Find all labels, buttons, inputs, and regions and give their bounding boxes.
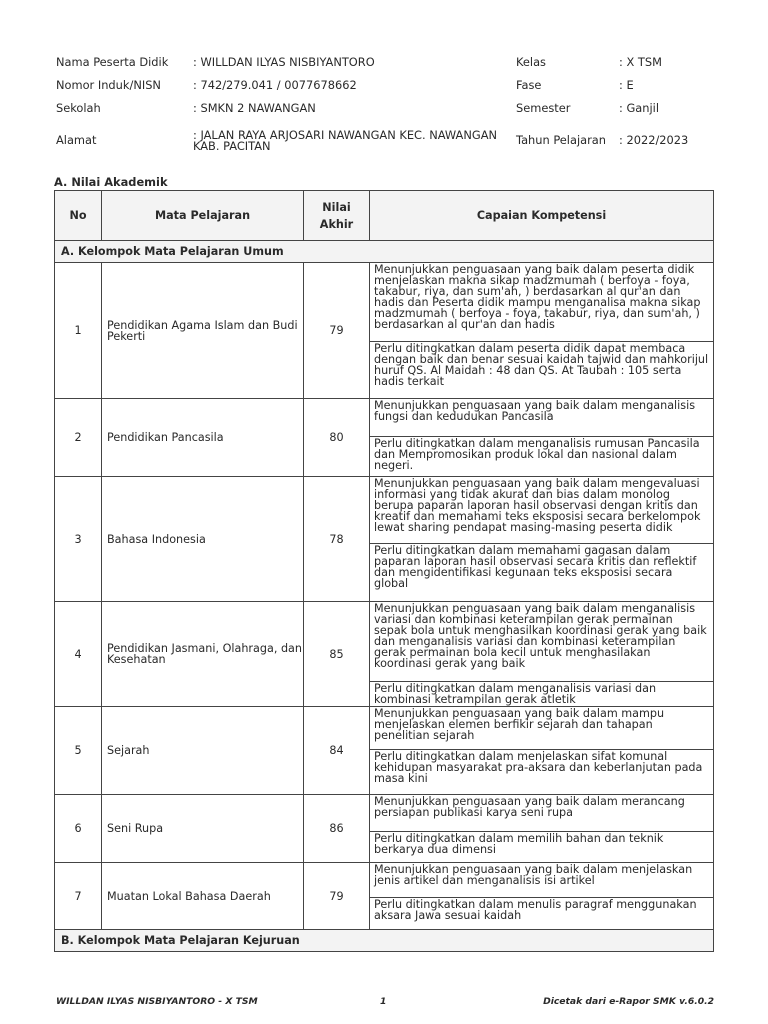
section-title: A. Nilai Akademik: [54, 175, 168, 189]
competency-strength: Menunjukkan penguasaan yang baik dalam peserta didik menjelaskan makna sikap madzmumah ( berfoya - foya, takabur, riya, dan sum'ah, ) berdasarkan al qur'an dan hadis dan Peserta didik mampu menganalisa makna sikap madzmumah ( berfoya - foya, takabur, riya, dan sum'ah, ) berdasarkan al qur'an dan hadis: [370, 263, 714, 342]
grades-table: [54, 190, 714, 952]
class-label: Kelas: [516, 55, 546, 69]
subject-name: Bahasa Indonesia: [102, 477, 304, 602]
row-number: 5: [55, 707, 102, 795]
table-row: [55, 863, 714, 898]
group-label-vocational: B. Kelompok Mata Pelajaran Kejuruan: [55, 930, 714, 952]
table-row: [55, 602, 714, 682]
semester-label: Semester: [516, 101, 571, 115]
row-number: 6: [55, 795, 102, 863]
competency-improvement: Perlu ditingkatkan dalam menulis paragraf menggunakan aksara Jawa sesuai kaidah: [370, 898, 714, 930]
subject-name: Pendidikan Jasmani, Olahraga, dan Kesehatan: [102, 602, 304, 707]
name-value: : WILLDAN ILYAS NISBIYANTORO: [193, 55, 375, 69]
final-score: 85: [304, 602, 370, 707]
header-subject: Mata Pelajaran: [102, 191, 304, 241]
header-score: Nilai Akhir: [304, 191, 370, 241]
competency-strength: Menunjukkan penguasaan yang baik dalam mengevaluasi informasi yang tidak akurat dan bias dalam monolog berupa paparan laporan hasil observasi dengan kritis dan kreatif dan memahami teks eksposisi secara berkelompok lewat sharing pendapat masing-masing peserta didik: [370, 477, 714, 544]
row-number: 3: [55, 477, 102, 602]
year-label: Tahun Pelajaran: [516, 133, 606, 147]
row-number: 1: [55, 263, 102, 399]
year-value: : 2022/2023: [619, 133, 689, 147]
group-label-general: A. Kelompok Mata Pelajaran Umum: [55, 241, 714, 263]
class-value: : X TSM: [619, 55, 662, 69]
competency-improvement: Perlu ditingkatkan dalam menjelaskan sifat komunal kehidupan masyarakat pra-aksara dan keberlanjutan pada masa kini: [370, 750, 714, 795]
info-row-nisn: [56, 78, 716, 101]
subject-name: Pendidikan Agama Islam dan Budi Pekerti: [102, 263, 304, 399]
subject-name: Seni Rupa: [102, 795, 304, 863]
row-number: 7: [55, 863, 102, 930]
row-number: 4: [55, 602, 102, 707]
name-label: Nama Peserta Didik: [56, 55, 169, 69]
footer-printed-by: Dicetak dari e-Rapor SMK v.6.0.2: [543, 996, 714, 1007]
subject-name: Pendidikan Pancasila: [102, 399, 304, 477]
table-row: [55, 399, 714, 437]
header-competency: Capaian Kompetensi: [370, 191, 714, 241]
final-score: 84: [304, 707, 370, 795]
competency-strength: Menunjukkan penguasaan yang baik dalam menjelaskan jenis artikel dan menganalisis isi artikel: [370, 863, 714, 898]
competency-strength: Menunjukkan penguasaan yang baik dalam menganalisis fungsi dan kedudukan Pancasila: [370, 399, 714, 437]
address-label: Alamat: [56, 133, 97, 147]
final-score: 78: [304, 477, 370, 602]
phase-label: Fase: [516, 78, 542, 92]
competency-strength: Menunjukkan penguasaan yang baik dalam menganalisis variasi dan kombinasi keterampilan gerak permainan sepak bola untuk menghasilkan koordinasi gerak yang baik dan menganalisis variasi dan kombinasi keterampilan gerak permainan bola kecil untuk menghasilakan koordinasi gerak yang baik: [370, 602, 714, 682]
competency-strength: Menunjukkan penguasaan yang baik dalam merancang persiapan publikasi karya seni rupa: [370, 795, 714, 832]
header-no: No: [55, 191, 102, 241]
info-row-name: [56, 55, 716, 78]
table-row: [55, 263, 714, 342]
group-row-general: [55, 241, 714, 263]
phase-value: : E: [619, 78, 634, 92]
table-row: [55, 477, 714, 544]
info-row-address: [56, 125, 716, 159]
nisn-label: Nomor Induk/NISN: [56, 78, 161, 92]
semester-value: : Ganjil: [619, 101, 659, 115]
school-label: Sekolah: [56, 101, 101, 115]
table-row: [55, 795, 714, 832]
footer-student: WILLDAN ILYAS NISBIYANTORO - X TSM: [56, 996, 258, 1007]
row-number: 2: [55, 399, 102, 477]
subject-name: Muatan Lokal Bahasa Daerah: [102, 863, 304, 930]
final-score: 80: [304, 399, 370, 477]
competency-improvement: Perlu ditingkatkan dalam peserta didik dapat membaca dengan baik dan benar sesuai kaidah tajwid dan mahkorijul huruf QS. Al Maidah : 48 dan QS. At Taubah : 105 serta hadis terkait: [370, 342, 714, 399]
table-header-row: [55, 191, 714, 241]
table-row: [55, 707, 714, 750]
final-score: 79: [304, 863, 370, 930]
subject-name: Sejarah: [102, 707, 304, 795]
final-score: 86: [304, 795, 370, 863]
footer-page-number: 1: [380, 996, 387, 1007]
school-value: : SMKN 2 NAWANGAN: [193, 101, 316, 115]
competency-strength: Menunjukkan penguasaan yang baik dalam mampu menjelaskan elemen berfikir sejarah dan tahapan penelitian sejarah: [370, 707, 714, 750]
info-row-school: [56, 101, 716, 124]
competency-improvement: Perlu ditingkatkan dalam menganalisis variasi dan kombinasi ketrampilan gerak atletik: [370, 682, 714, 707]
student-info: [56, 55, 716, 159]
competency-improvement: Perlu ditingkatkan dalam memahami gagasan dalam paparan laporan hasil observasi secara kritis dan reflektif dan mengidentifikasi kegunaan teks eksposisi secara global: [370, 544, 714, 602]
nisn-value: : 742/279.041 / 0077678662: [193, 78, 357, 92]
competency-improvement: Perlu ditingkatkan dalam menganalisis rumusan Pancasila dan Mempromosikan produk lokal dan nasional dalam negeri.: [370, 437, 714, 477]
final-score: 79: [304, 263, 370, 399]
competency-improvement: Perlu ditingkatkan dalam memilih bahan dan teknik berkarya dua dimensi: [370, 832, 714, 863]
group-row-vocational: [55, 930, 714, 952]
address-value: : JALAN RAYA ARJOSARI NAWANGAN KEC. NAWANGAN KAB. PACITAN: [193, 128, 498, 153]
